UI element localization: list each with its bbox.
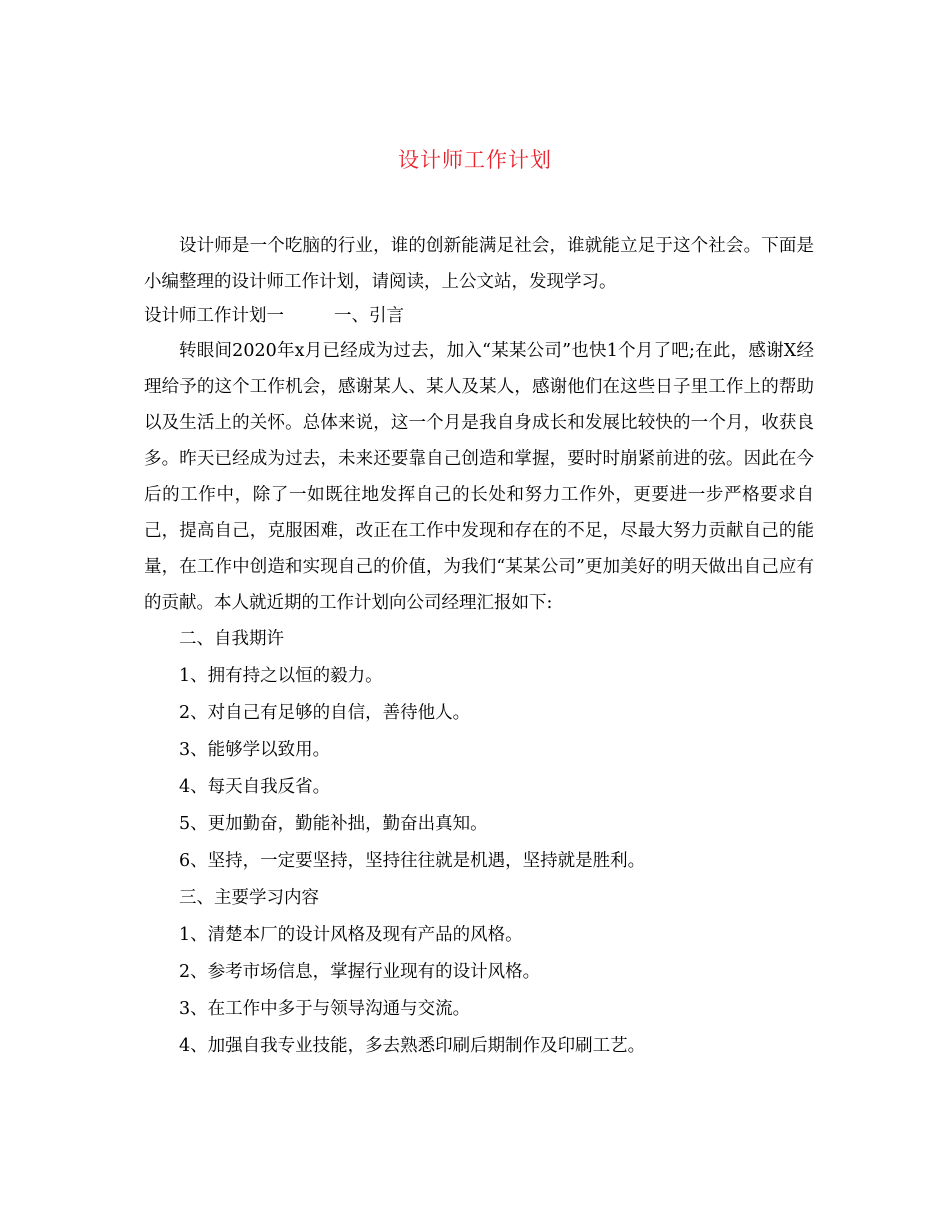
document-body (144, 228, 814, 1065)
list-item: 4、加强自我专业技能，多去熟悉印刷后期制作及印刷工艺。 (179, 1036, 646, 1056)
section2-heading: 二、自我期许 (179, 629, 284, 649)
list-item: 3、在工作中多于与领导沟通与交流。 (179, 999, 471, 1019)
list-item: 2、对自己有足够的自信，善待他人。 (179, 703, 471, 723)
list-item: 6、坚持，一定要坚持，坚持往往就是机遇，坚持就是胜利。 (179, 851, 646, 871)
list-item: 2、参考市场信息，掌握行业现有的设计风格。 (179, 962, 541, 982)
list-item: 1、清楚本厂的设计风格及现有产品的风格。 (179, 925, 523, 945)
intro-paragraph: 设计师是一个吃脑的行业，谁的创新能满足社会，谁就能立足于这个社会。下面是小编整理的设计师工作计划，请阅读，上公文站，发现学习。 (144, 236, 814, 292)
section1-paragraph: 转眼间2020年x月已经成为过去，加入“某某公司”也快1个月了吧;在此，感谢X经理给予的这个工作机会，感谢某人、某人及某人，感谢他们在这些日子里工作上的帮助以及生活上的关怀。总体来说，这一个月是我自身成长和发展比较快的一个月，收获良多。昨天已经成为过去，未来还要靠自己创造和掌握，要时时崩紧前进的弦。因此在今后的工作中，除了一如既往地发挥自己的长处和努力工作外，更要进一步严格要求自己，提高自己，克服困难，改正在工作中发现和存在的不足，尽最大努力贡献自己的能量，在工作中创造和实现自己的价值，为我们“某某公司”更加美好的明天做出自己应有的贡献。本人就近期的工作计划向公司经理汇报如下: (144, 341, 814, 613)
document-title: 设计师工作计划 (398, 148, 552, 172)
list-item: 4、每天自我反省。 (179, 777, 331, 797)
list-item: 5、更加勤奋，勤能补拙，勤奋出真知。 (179, 814, 488, 834)
list-item: 1、拥有持之以恒的毅力。 (179, 666, 383, 686)
plan-heading-line (144, 300, 814, 333)
section1-heading: 一、引言 (334, 306, 404, 326)
list-item: 3、能够学以致用。 (179, 740, 331, 760)
section3-heading: 三、主要学习内容 (179, 888, 319, 908)
plan-heading: 设计师工作计划一 (144, 306, 284, 326)
